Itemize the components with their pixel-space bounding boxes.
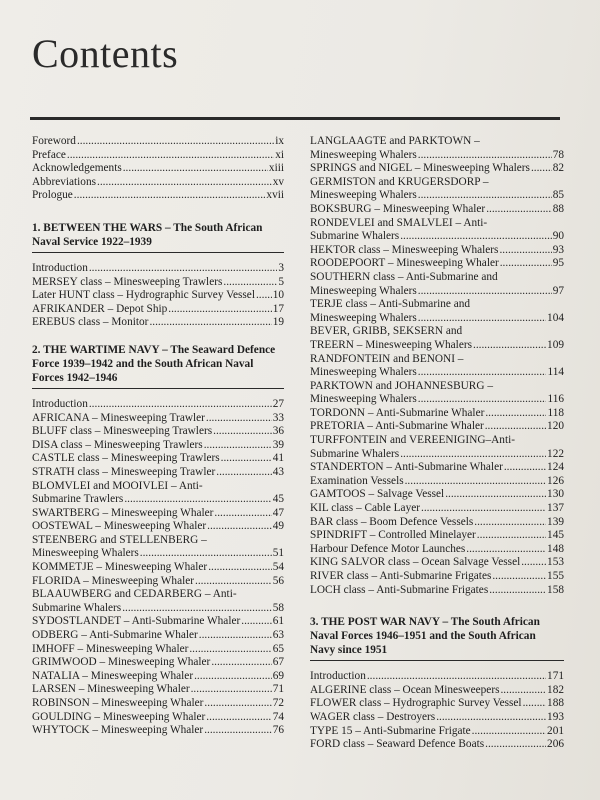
page-number: 51 (272, 547, 284, 560)
leader-dots (418, 312, 546, 326)
toc-entry: FLOWER class – Hydrographic Survey Vessel ..... 188 (310, 697, 564, 711)
leader-dots (207, 520, 272, 534)
toc-entry: IMHOFF – Minesweeping Whaler ..... 65 (32, 643, 284, 657)
page-number: 78 (552, 148, 564, 161)
leader-dots (473, 339, 546, 353)
toc-entry: GOULDING – Minesweeping Whaler ..... 74 (32, 711, 284, 725)
leader-dots (140, 547, 272, 561)
page-number: xi (275, 148, 284, 161)
toc-entry: Introduction ..... 3 (32, 262, 284, 276)
page-number: 17 (272, 302, 284, 315)
page-number: 63 (272, 629, 284, 642)
leader-dots (221, 452, 272, 466)
leader-dots (208, 561, 272, 575)
leader-dots (504, 461, 546, 475)
leader-dots (256, 289, 272, 303)
section-3-heading: 3. THE POST WAR NAVY – The South African Naval Forces 1946–1951 and the South African Navy since 1951 (310, 615, 564, 661)
toc-entry-line: BLOMVLEI and MOOIVLEI – Anti- (32, 479, 203, 492)
toc-entry-line: BLAAUWBERG and CEDARBERG – Anti- (32, 588, 237, 601)
leader-dots (199, 629, 272, 643)
leader-dots (74, 189, 266, 203)
page-number: 124 (547, 461, 564, 474)
toc-entry-line: PARKTOWN and JOHANNESBURG – (310, 379, 493, 392)
toc-entry: ODBERG – Anti-Submarine Whaler ..... 63 (32, 629, 284, 643)
page-number: 145 (547, 529, 564, 542)
toc-entry: WHYTOCK – Minesweeping Whaler ..... 76 (32, 724, 284, 738)
toc-entry: SYDOSTLANDET – Anti-Submarine Whaler ..... 61 (32, 615, 284, 629)
page-number: 148 (547, 542, 564, 555)
section-2-list-left (32, 398, 284, 738)
toc-entry: SWARTBERG – Minesweeping Whaler ..... 47 (32, 507, 284, 521)
leader-dots (418, 393, 547, 407)
toc-entry: TYPE 15 – Anti-Submarine Frigate ..... 201 (310, 725, 564, 739)
leader-dots (418, 149, 552, 163)
toc-entry: ROBINSON – Minesweeping Whaler ..... 72 (32, 697, 284, 711)
leader-dots (400, 230, 552, 244)
leader-dots (194, 670, 272, 684)
toc-entry: STANDERTON – Anti-Submarine Whaler ..... 124 (310, 461, 564, 475)
toc-entry-line: RANDFONTEIN and BENONI – (310, 352, 464, 365)
page-number: 54 (272, 561, 284, 574)
leader-dots (466, 543, 546, 557)
toc-entry: Minesweeping Whalers ..... 97 (310, 285, 564, 299)
page-number: 45 (272, 493, 284, 506)
toc-entry: ALGERINE class – Ocean Minesweepers ..... 182 (310, 684, 564, 698)
page-number: 69 (272, 669, 284, 682)
leader-dots (472, 725, 546, 739)
toc-entry: Minesweeping Whalers ..... 104 (310, 312, 564, 326)
toc-entry: Minesweeping Whalers ..... 116 (310, 393, 564, 407)
page-number: 65 (272, 642, 284, 655)
toc-entry-line: RONDEVLEI and SMALVLEI – Anti- (310, 216, 488, 229)
page-number: 74 (272, 710, 284, 723)
leader-dots (400, 448, 546, 462)
page-number: 97 (552, 284, 564, 297)
section-1-heading: 1. BETWEEN THE WARS – The South African Naval Service 1922–1939 (32, 221, 284, 253)
leader-dots (367, 670, 546, 684)
toc-entry: FORD class – Seaward Defence Boats ..... 206 (310, 738, 564, 752)
leader-dots (189, 643, 271, 657)
toc-entry: Introduction ..... 27 (32, 398, 284, 412)
page-number: 71 (272, 683, 284, 696)
toc-entry: Preface ..... xi (32, 149, 284, 163)
toc-entry: Minesweeping Whalers ..... 78 (310, 149, 564, 163)
leader-dots (67, 149, 274, 163)
page-number: 85 (552, 189, 564, 202)
page-number: 104 (547, 311, 564, 324)
leader-dots (206, 412, 272, 426)
leader-dots (97, 176, 272, 190)
section-2-heading: 2. THE WARTIME NAVY – The Seaward Defence Force 1939–1942 and the South African Naval Forces 1942–1946 (32, 343, 284, 389)
leader-dots (122, 602, 272, 616)
leader-dots (485, 407, 546, 421)
toc-entry: Submarine Whalers ..... 90 (310, 230, 564, 244)
toc-entry: Abbreviations ..... xv (32, 176, 284, 190)
toc-entry: KING SALVOR class – Ocean Salvage Vessel ..... 153 (310, 556, 564, 570)
leader-dots (123, 162, 268, 176)
toc-entry: TORDONN – Anti-Submarine Whaler ..... 118 (310, 407, 564, 421)
toc-entry: Submarine Whalers ..... 58 (32, 602, 284, 616)
toc-entry: PRETORIA – Anti-Submarine Whaler ..... 120 (310, 420, 564, 434)
toc-entry: Minesweeping Whalers ..... 114 (310, 366, 564, 380)
toc-entry: BLUFF class – Minesweeping Trawlers ..... 36 (32, 425, 284, 439)
toc-entry-line: TURFFONTEIN and VEREENIGING–Anti- (310, 434, 515, 447)
page-number: 39 (272, 438, 284, 451)
page-number: 201 (547, 724, 564, 737)
page-number: 114 (547, 366, 564, 379)
page-number: 72 (272, 697, 284, 709)
toc-entry: Prologue ..... xvii (32, 189, 284, 203)
toc-entry: STRATH class – Minesweeping Trawler ..... 43 (32, 466, 284, 480)
toc-entry: Foreword ..... ix (32, 135, 284, 149)
toc-entry: OOSTEWAL – Minesweeping Whaler ..... 49 (32, 520, 284, 534)
section-1-list (32, 262, 284, 330)
leader-dots (77, 135, 274, 149)
page-number: 93 (552, 243, 564, 256)
toc-entry: HEKTOR class – Minesweeping Whalers ..... 93 (310, 244, 564, 258)
page-number: 90 (552, 230, 564, 243)
page-number: 158 (547, 583, 564, 596)
leader-dots (531, 162, 552, 176)
leader-dots (89, 262, 277, 276)
leader-dots (418, 285, 552, 299)
leader-dots (124, 493, 271, 507)
leader-dots (241, 615, 271, 629)
toc-entry: Submarine Trawlers ..... 45 (32, 493, 284, 507)
toc-entry: Examination Vessels ..... 126 (310, 475, 564, 489)
section-2-list-right (310, 135, 564, 597)
page-number: 188 (547, 697, 564, 710)
toc-entry: FLORIDA – Minesweeping Whaler ..... 56 (32, 575, 284, 589)
toc-right-column (310, 135, 564, 752)
leader-dots (204, 724, 272, 738)
leader-dots (485, 420, 546, 434)
page-number: 126 (547, 474, 564, 487)
front-matter-list (32, 135, 284, 203)
page-title: Contents (32, 31, 179, 76)
page-number: 43 (272, 465, 284, 478)
page-number: 88 (552, 202, 564, 215)
toc-entry: GRIMWOOD – Minesweeping Whaler ..... 67 (32, 656, 284, 670)
toc-entry: KOMMETJE – Minesweeping Whaler ..... 54 (32, 561, 284, 575)
toc-entry-line: STEENBERG and STELLENBERG – (32, 533, 207, 546)
page-number: 118 (547, 406, 564, 419)
toc-entry: NATALIA – Minesweeping Whaler ..... 69 (32, 670, 284, 684)
page-number: 47 (272, 506, 284, 519)
toc-entry: AFRIKANDER – Depot Ship ..... 17 (32, 303, 284, 317)
section-3-list (310, 670, 564, 752)
page-number: 58 (272, 601, 284, 614)
leader-dots (149, 316, 271, 330)
toc-entry-line: LANGLAAGTE and PARKTOWN – (310, 135, 480, 147)
toc-entry: Submarine Whalers ..... 122 (310, 448, 564, 462)
page-number: ix (275, 135, 284, 147)
leader-dots (485, 738, 546, 752)
leader-dots (211, 656, 271, 670)
toc-entry: BOKSBURG – Minesweeping Whaler ..... 88 (310, 203, 564, 217)
page-number: 153 (547, 556, 564, 569)
leader-dots (489, 584, 546, 598)
leader-dots (418, 189, 552, 203)
leader-dots (213, 425, 272, 439)
toc-entry: Later HUNT class – Hydrographic Survey Vessel ..... 10 (32, 289, 284, 303)
page-number: 95 (552, 257, 564, 270)
toc-entry: Minesweeping Whalers ..... 51 (32, 547, 284, 561)
toc-entry-line: BEVER, GRIBB, SEKSERN and (310, 325, 463, 338)
page-number: 206 (547, 738, 564, 751)
leader-dots (521, 556, 546, 570)
toc-entry-line: TERJE class – Anti-Submarine and (310, 298, 471, 311)
toc-entry: TREERN – Minesweeping Whalers ..... 109 (310, 339, 564, 353)
page-number: 139 (547, 515, 564, 528)
toc-entry: Harbour Defence Motor Launches ..... 148 (310, 543, 564, 557)
page-number: 137 (547, 502, 564, 515)
leader-dots (500, 684, 546, 698)
page-number: 49 (272, 520, 284, 533)
toc-entry: Minesweeping Whalers ..... 85 (310, 189, 564, 203)
page-number: 182 (547, 683, 564, 696)
leader-dots (523, 697, 546, 711)
page-number: 19 (272, 316, 284, 329)
page-number: 3 (278, 261, 284, 274)
toc-entry: SPRINGS and NIGEL – Minesweeping Whalers ..... 82 (310, 162, 564, 176)
toc-entry: CASTLE class – Minesweeping Trawlers ..... 41 (32, 452, 284, 466)
toc-entry: MERSEY class – Minesweeping Trawlers ..... 5 (32, 276, 284, 290)
leader-dots (206, 711, 271, 725)
page-number: 5 (278, 275, 284, 288)
page-number: 82 (552, 162, 564, 175)
toc-entry-line: GERMISTON and KRUGERSDORP – (310, 175, 489, 188)
leader-dots (474, 516, 546, 530)
page-number: xiii (268, 162, 284, 175)
leader-dots (216, 466, 271, 480)
leader-dots (436, 711, 546, 725)
toc-entry-line: SOUTHERN class – Anti-Submarine and (310, 270, 498, 283)
page-number: 41 (272, 452, 284, 465)
toc-entry: GAMTOOS – Salvage Vessel ..... 130 (310, 488, 564, 502)
toc-entry: SPINDRIFT – Controlled Minelayer ..... 145 (310, 529, 564, 543)
leader-dots (445, 488, 546, 502)
page-number: 120 (547, 420, 564, 433)
toc-entry: LARSEN – Minesweeping Whaler ..... 71 (32, 683, 284, 697)
page-number: 116 (547, 393, 564, 406)
leader-dots (214, 507, 271, 521)
leader-dots (195, 575, 272, 589)
page-number: 130 (547, 488, 564, 501)
page-number: 122 (547, 447, 564, 460)
toc-entry: BAR class – Boom Defence Vessels ..... 139 (310, 516, 564, 530)
toc-entry: Acknowledgements ..... xiii (32, 162, 284, 176)
page-number: 193 (547, 710, 564, 723)
page-number: 76 (272, 724, 284, 737)
leader-dots (500, 257, 552, 271)
page-number: 109 (547, 338, 564, 351)
title-rule (30, 117, 560, 120)
toc-entry: WAGER class – Destroyers ..... 193 (310, 711, 564, 725)
page-number: 36 (272, 425, 284, 438)
toc-entry: DISA class – Minesweeping Trawlers ..... 39 (32, 439, 284, 453)
toc-left-column (32, 135, 284, 738)
page-number: 33 (272, 411, 284, 424)
toc-entry: Introduction ..... 171 (310, 670, 564, 684)
page-number: 27 (272, 397, 284, 410)
leader-dots (204, 697, 271, 711)
toc-entry: AFRICANA – Minesweeping Trawler ..... 33 (32, 412, 284, 426)
page-number: 61 (272, 615, 284, 628)
page-number: 155 (547, 570, 564, 582)
toc-entry: ROODEPOORT – Minesweeping Whaler ..... 95 (310, 257, 564, 271)
leader-dots (89, 398, 272, 412)
leader-dots (168, 303, 271, 317)
leader-dots (223, 276, 277, 290)
page-number: 10 (272, 289, 284, 302)
page-number: xvii (266, 189, 284, 202)
leader-dots (477, 529, 546, 543)
toc-entry: KIL class – Cable Layer ..... 137 (310, 502, 564, 516)
toc-entry: LOCH class – Anti-Submarine Frigates ..... 158 (310, 584, 564, 598)
leader-dots (191, 683, 272, 697)
leader-dots (486, 203, 552, 217)
toc-entry: RIVER class – Anti-Submarine Frigates ..... 155 (310, 570, 564, 584)
leader-dots (204, 439, 272, 453)
page-number: xv (272, 175, 284, 188)
leader-dots (499, 244, 551, 258)
leader-dots (492, 570, 546, 584)
page-number: 56 (272, 574, 284, 587)
page-number: 67 (272, 656, 284, 669)
leader-dots (421, 502, 546, 516)
leader-dots (418, 366, 547, 380)
toc-entry: EREBUS class – Monitor ..... 19 (32, 316, 284, 330)
page-number: 171 (547, 670, 564, 683)
leader-dots (405, 475, 546, 489)
